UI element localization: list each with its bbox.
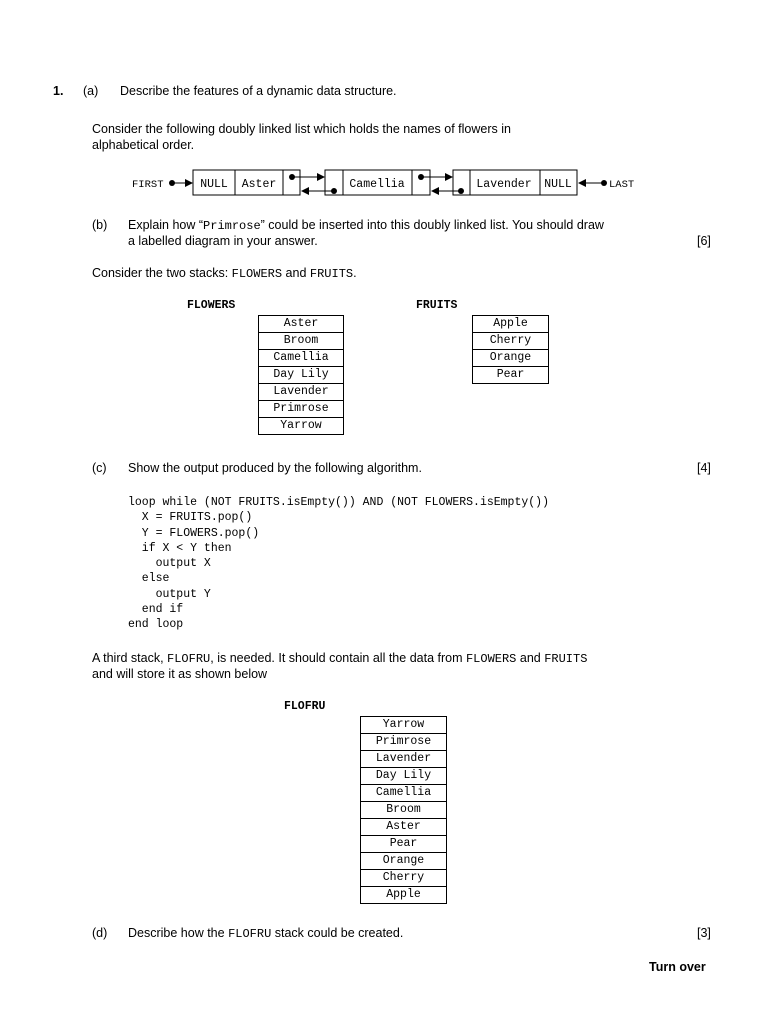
first-label: FIRST <box>132 179 164 191</box>
stack-cell: Lavender <box>259 384 344 401</box>
third-stack-line-1: A third stack, FLOFRU, is needed. It should contain all the data from FLOWERS and FRUITS <box>92 651 588 666</box>
algorithm-block <box>128 495 549 633</box>
stack-cell: Yarrow <box>361 717 447 734</box>
stack-cell: Camellia <box>361 785 447 802</box>
linked-list-node-3 <box>453 170 577 195</box>
last-pointer-dot <box>601 180 607 186</box>
flowers-stack <box>258 315 344 435</box>
stack-cell: Broom <box>361 802 447 819</box>
stack-cell: Broom <box>259 333 344 350</box>
part-a-text: Describe the features of a dynamic data structure. <box>120 84 397 98</box>
stack-cell: Day Lily <box>259 367 344 384</box>
part-b-line-1: Explain how “Primrose” could be inserted into this doubly linked list. You should draw <box>128 218 604 233</box>
stack-cell: Yarrow <box>259 418 344 435</box>
node-2-value: Camellia <box>349 178 405 191</box>
stack-cell: Day Lily <box>361 768 447 785</box>
part-c-marks: [4] <box>697 461 711 475</box>
question-number: 1. <box>53 84 64 98</box>
code-line: end loop <box>128 618 184 632</box>
code-line: end if <box>128 603 184 617</box>
stack-cell: Aster <box>361 819 447 836</box>
code-line: Y = FLOWERS.pop() <box>128 526 260 540</box>
stack-cell: Pear <box>473 367 549 384</box>
primrose-code: Primrose <box>203 219 261 233</box>
code-line: output X <box>128 557 211 571</box>
part-b-label: (b) <box>92 218 108 232</box>
intro-line-1: Consider the following doubly linked list which holds the names of flowers in <box>92 122 511 136</box>
part-d-marks: [3] <box>697 926 711 940</box>
node-3-value: Lavender <box>476 178 532 191</box>
node-3-next: NULL <box>544 178 572 191</box>
turn-over-footer: Turn over <box>649 960 706 974</box>
part-d-text: Describe how the FLOFRU stack could be created. <box>128 926 404 941</box>
flofru-stack <box>360 716 447 904</box>
code-line: if X < Y then <box>128 541 232 555</box>
part-b-line-2: a labelled diagram in your answer. <box>128 234 318 248</box>
linked-list-node-1 <box>193 170 300 195</box>
fruits-stack-title: FRUITS <box>416 299 458 312</box>
fruits-stack <box>472 315 549 384</box>
part-c-text: Show the output produced by the following algorithm. <box>128 461 422 475</box>
code-line: output Y <box>128 587 211 601</box>
stack-cell: Primrose <box>361 734 447 751</box>
flofru-stack-title: FLOFRU <box>284 700 326 713</box>
stack-cell: Apple <box>473 316 549 333</box>
stack-cell: Primrose <box>259 401 344 418</box>
stack-cell: Cherry <box>473 333 549 350</box>
node-1-prev: NULL <box>200 178 228 191</box>
intro-line-2: alphabetical order. <box>92 138 195 152</box>
stack-cell: Camellia <box>259 350 344 367</box>
stack-cell: Orange <box>361 853 447 870</box>
stack-cell: Aster <box>259 316 344 333</box>
linked-list-node-2 <box>325 170 430 195</box>
stack-cell: Orange <box>473 350 549 367</box>
part-a-label: (a) <box>83 84 99 98</box>
code-line: X = FRUITS.pop() <box>128 511 253 525</box>
last-label: LAST <box>609 179 635 191</box>
part-d-label: (d) <box>92 926 108 940</box>
doubly-linked-list-diagram <box>0 0 768 220</box>
code-line: else <box>128 572 170 586</box>
stack-cell: Pear <box>361 836 447 853</box>
part-c-label: (c) <box>92 461 107 475</box>
code-line: loop while (NOT FRUITS.isEmpty()) AND (NOT FLOWERS.isEmpty()) <box>128 496 549 509</box>
stack-cell: Cherry <box>361 870 447 887</box>
third-stack-line-2: and will store it as shown below <box>92 667 268 681</box>
stack-cell: Apple <box>361 887 447 904</box>
node-1-value: Aster <box>241 178 277 191</box>
stack-cell: Lavender <box>361 751 447 768</box>
part-b-marks: [6] <box>697 234 711 248</box>
stacks-intro: Consider the two stacks: FLOWERS and FRUITS. <box>92 266 357 281</box>
flowers-stack-title: FLOWERS <box>187 299 236 312</box>
